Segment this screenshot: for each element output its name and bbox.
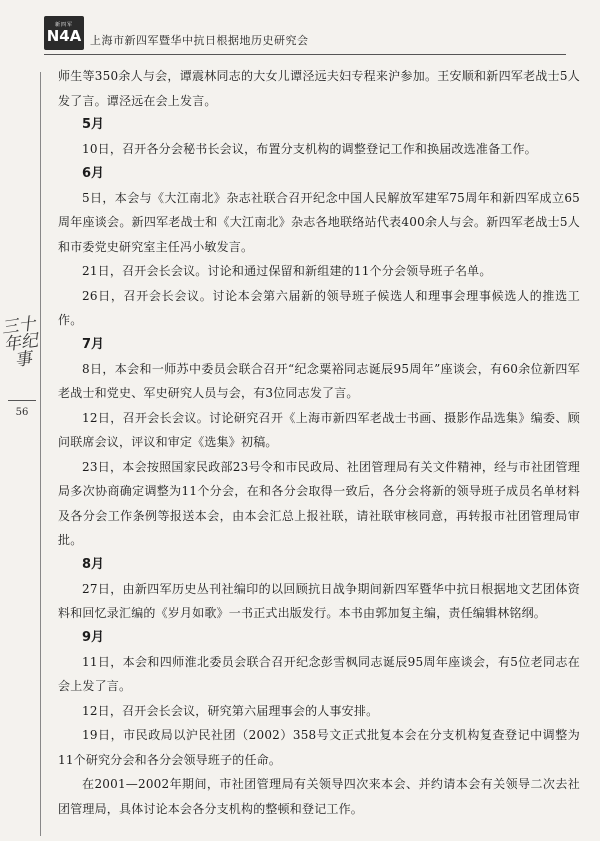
month-heading: 7月 bbox=[82, 336, 105, 352]
month-heading: 5月 bbox=[82, 117, 105, 132]
logo-text: N4A bbox=[46, 27, 82, 45]
body-text bbox=[58, 64, 580, 821]
n4a-logo bbox=[44, 16, 84, 50]
paragraph: 在2001—2002年期间，市社团管理局有关领导四次来本会、并约请本会有关领导二次去社团管理局，具体讨论本会各分支机构的整顿和登记工作。 bbox=[58, 777, 580, 816]
paragraph: 27日，由新四军历史丛刊社编印的以回顾抗日战争期间新四军暨华中抗日根据地文艺团体资料和回忆录汇编的《岁月如歌》一书正式出版发行。本书由郭加复主编，责任编辑林铭纲。 bbox=[58, 581, 580, 620]
paragraph: 8日，本会和一师苏中委员会联合召开“纪念粟裕同志诞辰95周年”座谈会，有60余位新四军老战士和党史、军史研究人员与会，有3位同志发了言。 bbox=[58, 361, 580, 400]
paragraph: 11日，本会和四师淮北委员会联合召开纪念彭雪枫同志诞辰95周年座谈会，有5位老同志在会上发了言。 bbox=[58, 654, 580, 693]
page-number: 56 bbox=[15, 407, 29, 418]
header-rule bbox=[44, 54, 566, 55]
paragraph: 师生等350余人与会，谭震林同志的大女儿谭泾远夫妇专程来沪参加。王安顺和新四军老战士5人发了言。谭泾远在会上发言。 bbox=[58, 69, 580, 108]
paragraph: 5日，本会与《大江南北》杂志社联合召开纪念中国人民解放军建军75周年和新四军成立65周年座谈会。新四军老战士和《大江南北》杂志各地联络站代表400余人与会。新四军老战士5人和市委党史研究室主任冯小敏发言。 bbox=[58, 190, 580, 254]
paragraph: 21日，召开会长会议。讨论和通过保留和新组建的11个分会领导班子名单。 bbox=[82, 264, 492, 278]
paragraph: 10日，召开各分会秘书长会议，布置分支机构的调整登记工作和换届改选准备工作。 bbox=[82, 142, 537, 156]
calligraphy-mark: 三十年纪事 bbox=[0, 313, 40, 371]
month-heading: 9月 bbox=[82, 629, 105, 645]
header-title: 上海市新四军暨华中抗日根据地历史研究会 bbox=[90, 34, 309, 47]
paragraph: 23日，本会按照国家民政部23号令和市民政局、社团管理局有关文件精神，经与市社团管理局多次协商确定调整为11个分会，在和各分会取得一致后，各分会将新的领导班子成员名单材料及各分会工作条例等报送本会，由本会汇总上报社联，请社联审核同意，再转报市社团管理局审批。 bbox=[58, 459, 580, 547]
page-number-rule bbox=[8, 400, 36, 401]
paragraph: 26日，召开会长会议。讨论本会第六届新的领导班子候选人和理事会理事候选人的推选工作。 bbox=[58, 288, 580, 327]
paragraph: 12日，召开会长会议，研究第六届理事会的人事安排。 bbox=[82, 703, 379, 718]
paragraph: 12日，召开会长会议。讨论研究召开《上海市新四军老战士书画、摄影作品选集》编委、顾问联席会议，评议和审定《选集》初稿。 bbox=[58, 410, 580, 449]
margin-rule bbox=[40, 72, 41, 836]
month-heading: 6月 bbox=[82, 165, 105, 181]
month-heading: 8月 bbox=[82, 556, 105, 572]
logo-subtext: 新四军 bbox=[54, 22, 73, 28]
paragraph: 19日，市民政局以沪民社团（2002）358号文正式批复本会在分支机构复查登记中调整为11个研究分会和各分会领导班子的任命。 bbox=[58, 728, 580, 767]
